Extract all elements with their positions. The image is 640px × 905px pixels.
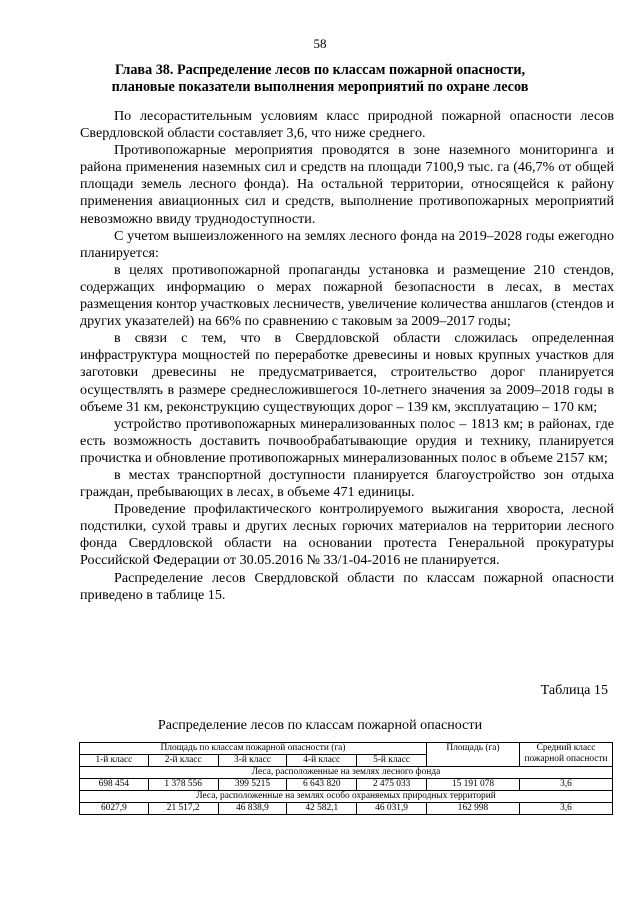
header-area-by-class: Площадь по классам пожарной опасности (га) xyxy=(80,743,427,755)
header-area: Площадь (га) xyxy=(427,743,520,767)
paragraph: По лесорастительным условиям класс природной пожарной опасности лесов Свердловской области составляет 3,6, что ниже среднего. xyxy=(80,108,614,142)
table-cell: 6027,9 xyxy=(80,803,149,815)
page-number: 58 xyxy=(313,36,327,51)
table-title: Распределение лесов по классам пожарной опасности xyxy=(157,717,483,733)
table-cell: 1 378 556 xyxy=(148,779,218,791)
header-class-2: 2-й класс xyxy=(148,755,218,767)
table-cell: 3,6 xyxy=(520,779,613,791)
chapter-title-line-1: Глава 38. Распределение лесов по классам пожарной опасности, xyxy=(114,62,526,78)
section-forest-fund: Леса, расположенные на землях лесного фонда xyxy=(80,767,613,779)
table-row xyxy=(80,779,613,791)
body-text xyxy=(80,108,614,604)
table-header-row xyxy=(80,743,613,755)
table-cell: 15 191 078 xyxy=(427,779,520,791)
header-average-class: Средний класс пожарной опасности xyxy=(520,743,613,767)
chapter-title xyxy=(80,62,560,96)
header-class-1: 1-й класс xyxy=(80,755,149,767)
paragraph: Распределение лесов Свердловской области по классам пожарной опасности приведено в таблице 15. xyxy=(80,569,614,603)
paragraph: в связи с тем, что в Свердловской области сложилась определенная инфраструктура мощностей по переработке древесины и новых крупных участков для заготовки древесины не предусматривается, строительство дорог планируется осуществлять в размере среднесложившегося 10-летнего значения за 2009–2018 годы в объеме 31 км, реконструкцию существующих дорог – 139 км, эксплуатацию – 170 км; xyxy=(80,330,614,415)
table-row xyxy=(80,803,613,815)
header-class-5: 5-й класс xyxy=(357,755,427,767)
fire-class-table xyxy=(79,742,613,815)
table-section-row xyxy=(80,791,613,803)
paragraph: С учетом вышеизложенного на землях лесного фонда на 2019–2028 годы ежегодно планируется: xyxy=(80,227,614,261)
chapter-title-line-2: плановые показатели выполнения мероприятий по охране лесов xyxy=(111,79,529,95)
section-protected-areas: Леса, расположенные на землях особо охраняемых природных территорий xyxy=(80,791,613,803)
table-caption: Таблица 15 xyxy=(540,682,608,698)
table-cell: 399 5215 xyxy=(218,779,287,791)
table-cell: 162 998 xyxy=(427,803,520,815)
table-section-row xyxy=(80,767,613,779)
header-class-3: 3-й класс xyxy=(218,755,287,767)
paragraph: в целях противопожарной пропаганды установка и размещение 210 стендов, содержащих информацию о мерах пожарной безопасности в лесах, в местах размещения контор участковых лесничеств, увеличение количества аншлагов (стендов и других указателей) на 66% по сравнению с таковым за 2009–2017 годы; xyxy=(80,261,614,330)
table-cell: 42 582,1 xyxy=(287,803,357,815)
table-cell: 21 517,2 xyxy=(148,803,218,815)
table-cell: 3,6 xyxy=(520,803,613,815)
table-cell: 698 454 xyxy=(80,779,149,791)
paragraph: устройство противопожарных минерализованных полос – 1813 км; в районах, где есть возможность доставить почвообрабатывающие орудия и технику, планируется прочистка и обновление противопожарных минерализованных полос в объеме 2157 км; xyxy=(80,415,614,466)
table-cell: 6 643 820 xyxy=(287,779,357,791)
table-cell: 46 838,9 xyxy=(218,803,287,815)
header-class-4: 4-й класс xyxy=(287,755,357,767)
paragraph: Противопожарные мероприятия проводятся в зоне наземного мониторинга и района применения наземных сил и средств на площади 7100,9 тыс. га (46,7% от общей площади земель лесного фонда). На остальной территории, относящейся к району применения авиационных сил и средств, выполнение противопожарных мероприятий невозможно ввиду труднодоступности. xyxy=(80,142,614,227)
paragraph: в местах транспортной доступности планируется благоустройство зон отдыха граждан, пребывающих в лесах, в объеме 471 единицы. xyxy=(80,466,614,501)
table-cell: 2 475 033 xyxy=(357,779,427,791)
table-cell: 46 031,9 xyxy=(357,803,427,815)
paragraph: Проведение профилактического контролируемого выжигания хвороста, лесной подстилки, сухой травы и других лесных горючих материалов на территории лесного фонда Свердловской области на основании протеста Генеральной прокуратуры Российской Федерации от 30.05.2016 № 33/1-04-2016 не планируется. xyxy=(80,501,614,569)
